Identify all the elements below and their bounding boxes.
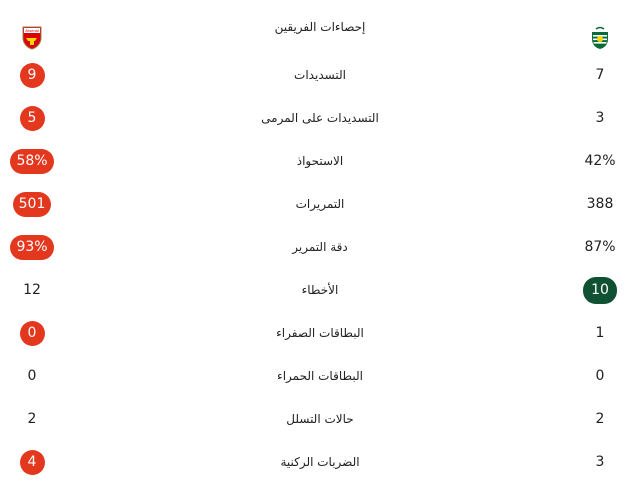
home-value (4, 103, 60, 133)
crest-text: Arsenal (25, 28, 39, 34)
stat-row-shots (0, 60, 640, 90)
home-value (4, 189, 60, 219)
stat-label: دقة التمرير (292, 240, 348, 254)
stat-label: التمريرات (295, 197, 345, 211)
home-value: 2 (27, 411, 37, 427)
home-highlight-badge: 9 (20, 63, 45, 88)
away-value: 3 (595, 454, 605, 470)
stat-row-yellow-cards (0, 318, 640, 348)
away-value: 7 (595, 67, 605, 83)
stat-row-offsides (0, 404, 640, 434)
stat-row-corners (0, 447, 640, 477)
stat-row-possession (0, 146, 640, 176)
home-value (4, 232, 60, 262)
stat-label: التسديدات (294, 68, 346, 82)
home-highlight-badge: 0 (20, 321, 45, 346)
stats-title: إحصاءات الفريقين (274, 20, 366, 34)
home-value (4, 318, 60, 348)
stat-label: حالات التسلل (286, 412, 354, 426)
away-highlight-badge: 10 (583, 277, 617, 304)
home-value: 12 (23, 282, 41, 298)
stat-label: البطاقات الصفراء (276, 326, 364, 340)
stat-label: الضربات الركنية (280, 455, 360, 469)
away-value: 3 (595, 110, 605, 126)
away-value: 42% (584, 153, 616, 169)
stat-row-passes (0, 189, 640, 219)
home-highlight-badge: 501 (13, 192, 52, 217)
sporting-crest-icon (590, 26, 610, 50)
home-value (4, 146, 60, 176)
home-highlight-badge: 4 (20, 450, 45, 475)
stats-header-row (0, 12, 640, 42)
stat-row-fouls (0, 275, 640, 305)
home-highlight-badge: 5 (20, 106, 45, 131)
stat-row-red-cards (0, 361, 640, 391)
away-value: 1 (595, 325, 605, 341)
arsenal-crest-icon (22, 26, 42, 50)
stat-row-shots-on-target (0, 103, 640, 133)
stat-label: الاستحواذ (296, 154, 344, 168)
stat-label: التسديدات على المرمى (261, 111, 379, 125)
away-value: 388 (586, 196, 614, 212)
stat-row-pass-accuracy (0, 232, 640, 262)
stat-label: البطاقات الحمراء (277, 369, 363, 383)
home-value: 0 (27, 368, 37, 384)
away-value: 2 (595, 411, 605, 427)
away-value: 0 (595, 368, 605, 384)
home-highlight-badge: 58% (10, 149, 53, 174)
away-value: 87% (584, 239, 616, 255)
home-value (4, 447, 60, 477)
stat-label: الأخطاء (301, 283, 339, 297)
home-value (4, 60, 60, 90)
home-highlight-badge: 93% (10, 235, 53, 260)
away-value (572, 275, 628, 305)
